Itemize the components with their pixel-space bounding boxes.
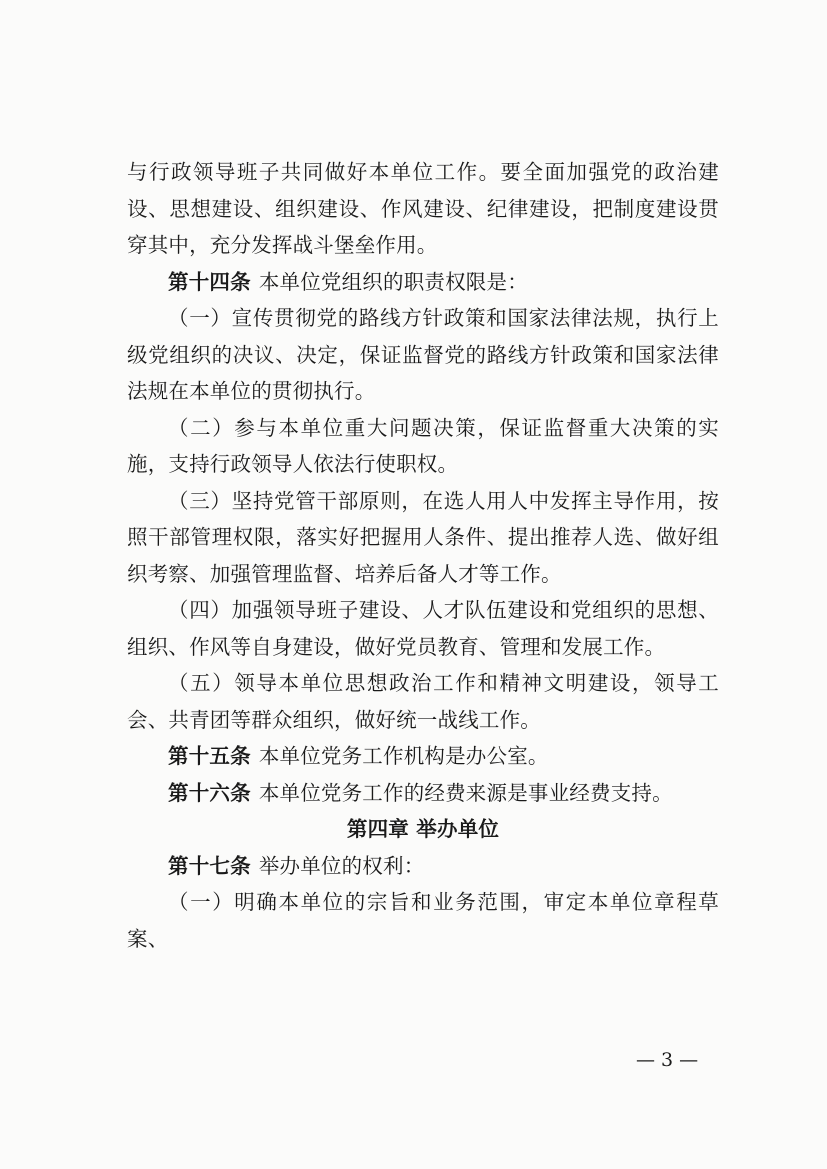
paragraph-intro: 与行政领导班子共同做好本单位工作。要全面加强党的政治建设、思想建设、组织建设、作风建设、纪律建设，把制度建设贯穿其中，充分发挥战斗堡垒作用。 (127, 160, 719, 257)
article-15-lead: 第十五条 (168, 744, 251, 768)
article-17-text: 举办单位的权利： (258, 853, 425, 878)
article-16 (127, 775, 719, 812)
document-body (127, 154, 719, 957)
article-17-lead: 第十七条 (168, 853, 251, 878)
page-number: — 3 — (636, 1049, 699, 1071)
chapter-4-heading: 第四章 举办单位 (346, 817, 500, 841)
article-14-item-1: （一）宣传贯彻党的路线方针政策和国家法律法规，执行上级党组织的决议、决定，保证监督党的路线方针政策和国家法律法规在本单位的贯彻执行。 (127, 306, 719, 403)
article-15-text: 本单位党务工作机构是办公室。 (258, 744, 549, 768)
article-14 (127, 264, 719, 301)
article-17-item-1: （一）明确本单位的宗旨和业务范围，审定本单位章程草案、 (127, 890, 719, 951)
article-14-item-5: （五）领导本单位思想政治工作和精神文明建设，领导工会、共青团等群众组织，做好统一战线工作。 (127, 671, 719, 732)
article-15 (127, 738, 719, 775)
article-16-text: 本单位党务工作的经费来源是事业经费支持。 (258, 780, 673, 805)
article-14-item-4: （四）加强领导班子建设、人才队伍建设和党组织的思想、组织、作风等自身建设，做好党员教育、管理和发展工作。 (127, 598, 719, 659)
article-14-lead: 第十四条 (168, 269, 251, 294)
article-17 (127, 848, 719, 885)
article-16-lead: 第十六条 (168, 780, 251, 805)
article-14-text: 本单位党组织的职责权限是： (258, 269, 528, 294)
article-14-item-3: （三）坚持党管干部原则，在选人用人中发挥主导作用，按照干部管理权限，落实好把握用人条件、提出推荐人选、做好组织考察、加强管理监督、培养后备人才等工作。 (127, 488, 719, 586)
article-14-item-2: （二）参与本单位重大问题决策，保证监督重大决策的实施，支持行政领导人依法行使职权。 (127, 415, 719, 476)
